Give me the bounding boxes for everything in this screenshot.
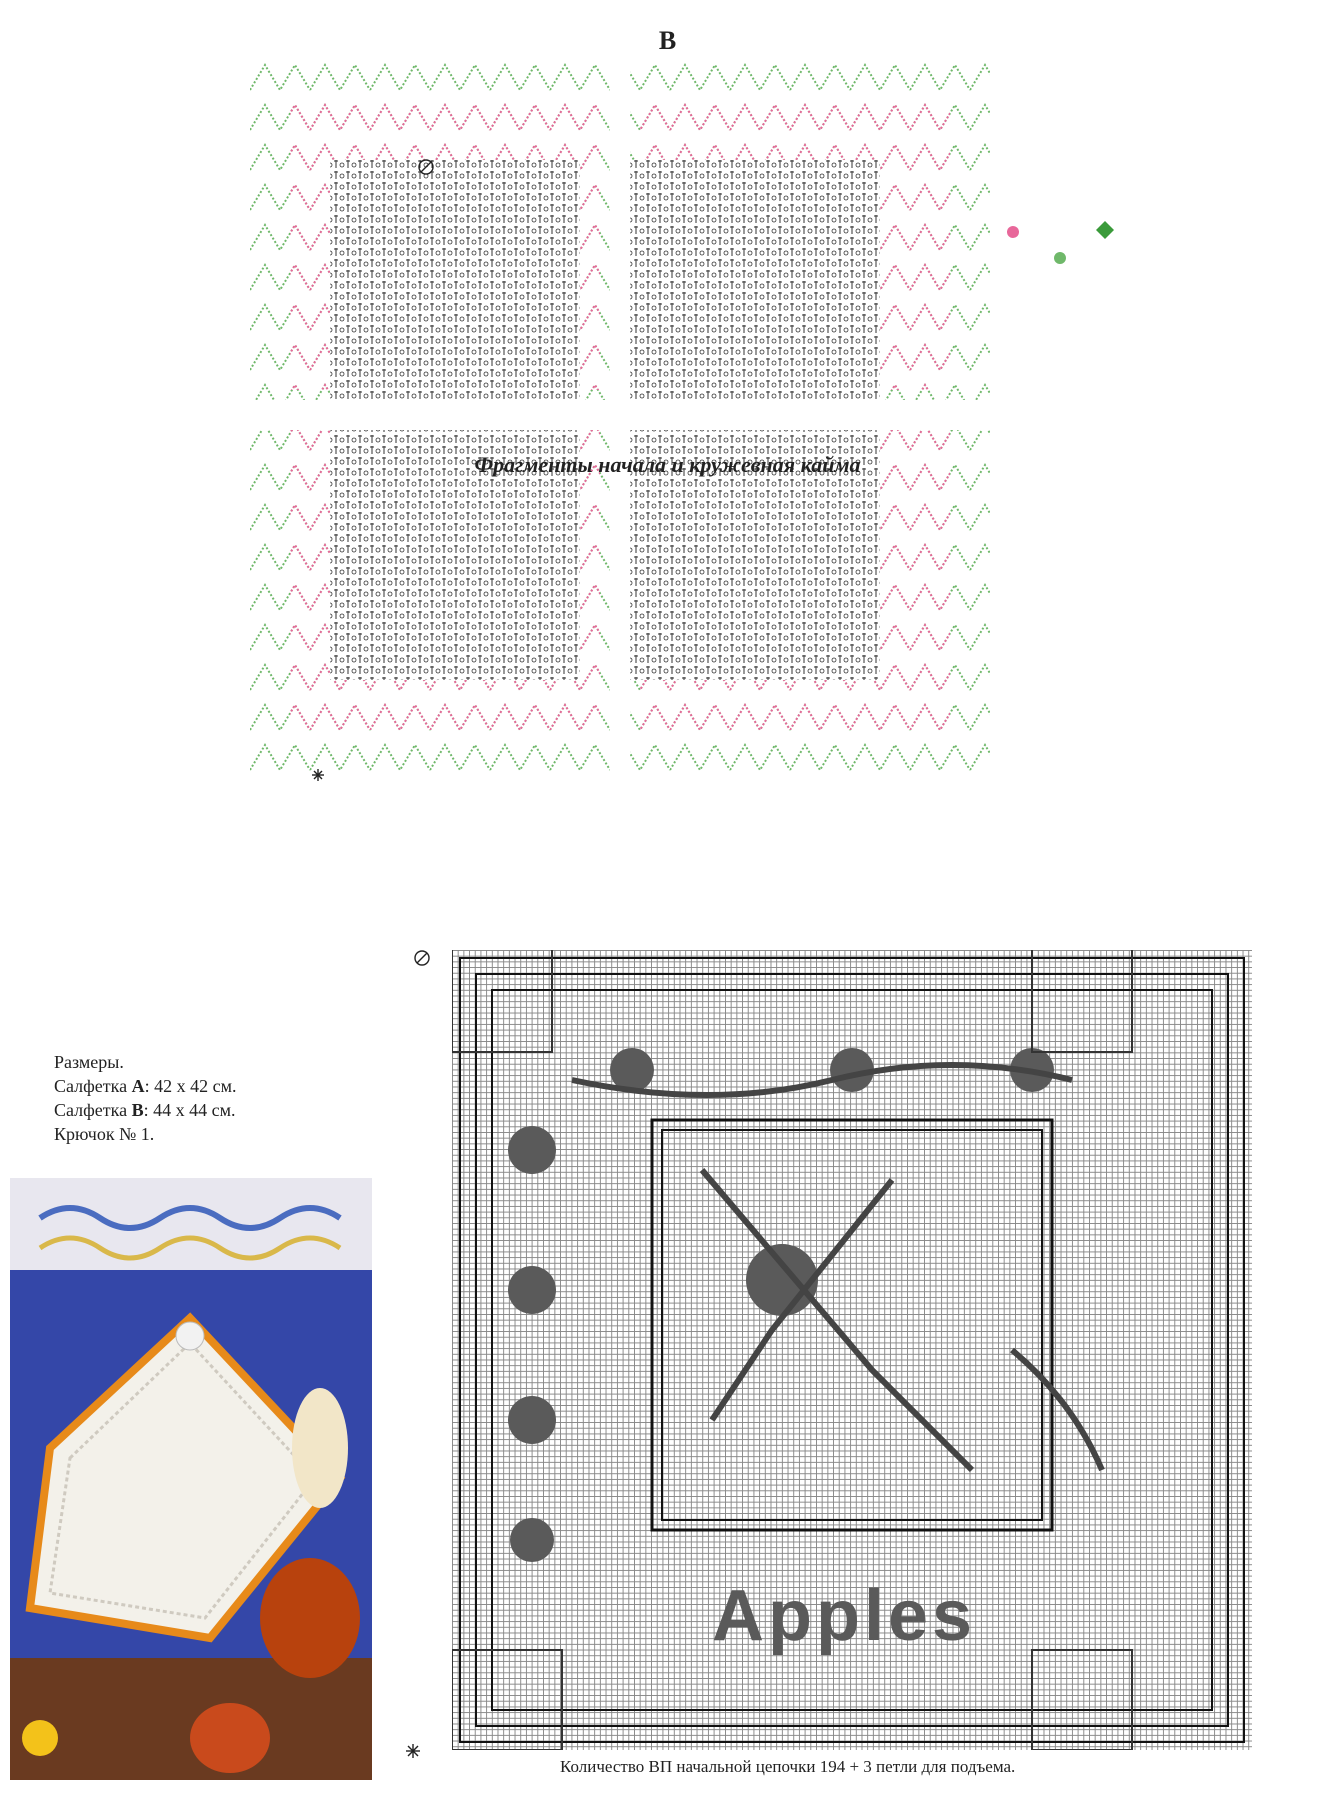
apple-motifs xyxy=(508,1048,1054,1562)
quadrant-top-right xyxy=(630,60,990,400)
napkin-a-label: Салфетка xyxy=(54,1076,128,1096)
napkin-b-value: : 44 x 44 см. xyxy=(143,1100,236,1120)
quadrant-top-left xyxy=(250,60,610,400)
product-photo xyxy=(10,1178,372,1780)
sizes-heading: Размеры. xyxy=(54,1052,124,1072)
fragments-title: Фрагменты начала и кружевная кайма xyxy=(474,452,861,477)
chart-motifs xyxy=(452,950,1252,1750)
napkin-a-size xyxy=(54,1074,237,1098)
napkin-a-value: : 42 x 42 см. xyxy=(144,1076,237,1096)
circle-marker-icon xyxy=(1007,226,1066,264)
quadrant-bottom-right xyxy=(630,430,990,780)
diamond-icon xyxy=(1096,221,1114,239)
napkin-b-letter: B xyxy=(131,1100,144,1120)
napkin-b-size xyxy=(54,1098,237,1122)
section-label: B xyxy=(658,26,677,55)
hook-size: Крючок № 1. xyxy=(54,1124,155,1144)
quadrant-bottom-left xyxy=(250,430,610,780)
filet-chart xyxy=(452,950,1252,1750)
napkin-b-label: Салфетка xyxy=(54,1100,128,1120)
sizes-block xyxy=(54,1050,237,1146)
napkin-a-letter: A xyxy=(131,1076,145,1096)
start-mark-icon xyxy=(412,948,432,968)
chart-word: Apples xyxy=(712,1576,977,1656)
chart-caption: Количество ВП начальной цепочки 194 + 3 петли для подъема. xyxy=(560,1757,1016,1776)
asterisk-icon xyxy=(404,1742,422,1760)
